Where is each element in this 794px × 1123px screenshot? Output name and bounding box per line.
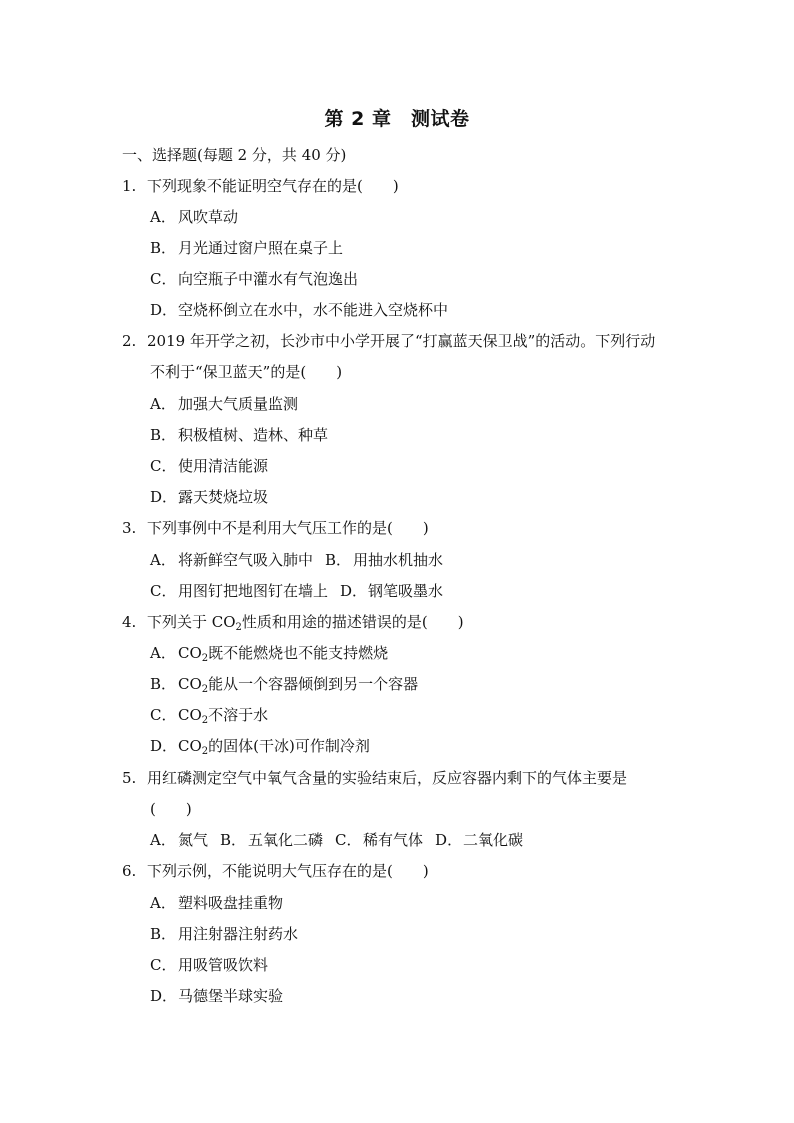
option-letter: D． [150,301,178,319]
question-5-option-d [435,831,523,849]
option-letter: B． [150,426,177,444]
question-text-post: 性质和用途的描述错误的是( ) [241,613,464,631]
option-text: 用图钉把地图钉在墙上 [178,582,329,600]
option-text: 月光通过窗户照在桌子上 [178,239,344,257]
question-4-option-d [150,736,370,756]
question-number: 2. [122,332,137,350]
option-text: 用抽水机抽水 [353,551,444,569]
subscript: 2 [201,684,209,695]
formula: CO [178,675,202,693]
question-2-option-b [150,425,328,445]
question-number: 5. [122,769,137,787]
question-4-option-a [150,643,388,663]
option-text: 二氧化碳 [463,831,524,849]
subscript: 2 [201,715,209,726]
option-text: 五氧化二磷 [248,831,324,849]
question-2-option-c [150,456,268,476]
question-text: 用红磷测定空气中氧气含量的实验结束后，反应容器内剩下的气体主要是 [147,769,628,787]
question-text: 下列现象不能证明空气存在的是( ) [147,177,399,195]
option-text: 稀有气体 [363,831,424,849]
option-letter: B． [150,925,177,943]
option-letter: C． [150,956,177,974]
option-text: 钢笔吸墨水 [368,582,444,600]
question-4-stem [122,612,464,632]
option-text: 使用清洁能源 [178,457,269,475]
question-2-stem [122,331,655,351]
question-number: 1. [122,177,137,195]
question-3-option-c [150,582,328,600]
option-letter: B． [325,551,352,569]
formula: CO [178,706,202,724]
question-5-stem-continued: ( ) [150,800,192,818]
option-letter: A． [150,644,176,662]
formula: CO [178,644,202,662]
question-2-option-d [150,487,268,507]
option-text: 用注射器注射药水 [178,925,299,943]
question-number: 6. [122,862,137,880]
question-1-option-c [150,269,358,289]
question-4-option-b [150,674,418,694]
option-text: 既不能燃烧也不能支持燃烧 [208,644,389,662]
option-letter: C． [335,831,362,849]
question-3-option-d [340,582,443,600]
option-text: 塑料吸盘挂重物 [178,894,284,912]
question-text-pre: 下列关于 CO [147,613,236,631]
subscript: 2 [201,746,209,757]
option-text: 不溶于水 [208,706,269,724]
question-1-option-b [150,238,343,258]
section-heading: 一、选择题(每题 2 分，共 40 分) [122,146,347,164]
option-text: 用吸管吸饮料 [178,956,269,974]
subscript: 2 [201,653,209,664]
option-text: 向空瓶子中灌水有气泡逸出 [178,270,359,288]
question-number: 3. [122,519,137,537]
question-6-option-c [150,955,268,975]
question-6-stem [122,861,429,881]
question-1-stem [122,176,399,196]
option-letter: A． [150,894,176,912]
option-letter: A． [150,395,176,413]
option-text: 氮气 [178,831,209,849]
formula: CO [178,737,202,755]
question-1-option-d [150,300,448,320]
question-3-option-a [150,551,313,569]
question-text: 2019 年开学之初，长沙市中小学开展了“打赢蓝天保卫战”的活动。下列行动 [147,332,656,350]
question-3-stem [122,518,429,538]
question-5-option-b [220,831,323,849]
question-6-option-d [150,986,283,1006]
option-letter: D． [435,831,463,849]
option-text: 露天焚烧垃圾 [178,488,269,506]
subscript: 2 [235,622,242,633]
page-title: 第 2 章 测试卷 [324,108,470,130]
option-letter: C． [150,582,177,600]
option-letter: A． [150,551,176,569]
question-1-option-a [150,207,238,227]
question-6-option-a [150,893,283,913]
question-3-options-row-1 [150,550,443,570]
option-text: 积极植树、造林、种草 [178,426,329,444]
question-text: 下列事例中不是利用大气压工作的是( ) [147,519,429,537]
question-4-option-c [150,705,268,725]
option-text: 马德堡半球实验 [178,987,284,1005]
option-text: 空烧杯倒立在水中，水不能进入空烧杯中 [178,301,449,319]
option-text: 能从一个容器倾倒到另一个容器 [208,675,419,693]
option-letter: A． [150,831,176,849]
option-text: 的固体(干冰)可作制冷剂 [208,737,370,755]
question-3-options-row-2 [150,581,443,601]
option-letter: C． [150,270,177,288]
option-letter: D． [150,488,178,506]
option-letter: C． [150,457,177,475]
question-text: 下列示例，不能说明大气压存在的是( ) [147,862,429,880]
option-letter: D． [150,987,178,1005]
question-5-option-c [335,831,423,849]
option-letter: B． [150,239,177,257]
option-letter: B． [220,831,247,849]
question-number: 4. [122,613,137,631]
question-2-stem-continued: 不利于“保卫蓝天”的是( ) [150,363,343,381]
option-text: 将新鲜空气吸入肺中 [178,551,314,569]
question-2-option-a [150,394,298,414]
option-text: 加强大气质量监测 [178,395,299,413]
option-letter: C． [150,706,177,724]
option-letter: B． [150,675,177,693]
option-letter: D． [150,737,178,755]
question-6-option-b [150,924,298,944]
option-text: 风吹草动 [178,208,239,226]
question-3-option-b [325,551,443,569]
option-letter: A． [150,208,176,226]
option-letter: D． [340,582,368,600]
question-5-option-a [150,831,208,849]
question-5-options-row [150,830,523,850]
question-5-stem [122,768,627,788]
